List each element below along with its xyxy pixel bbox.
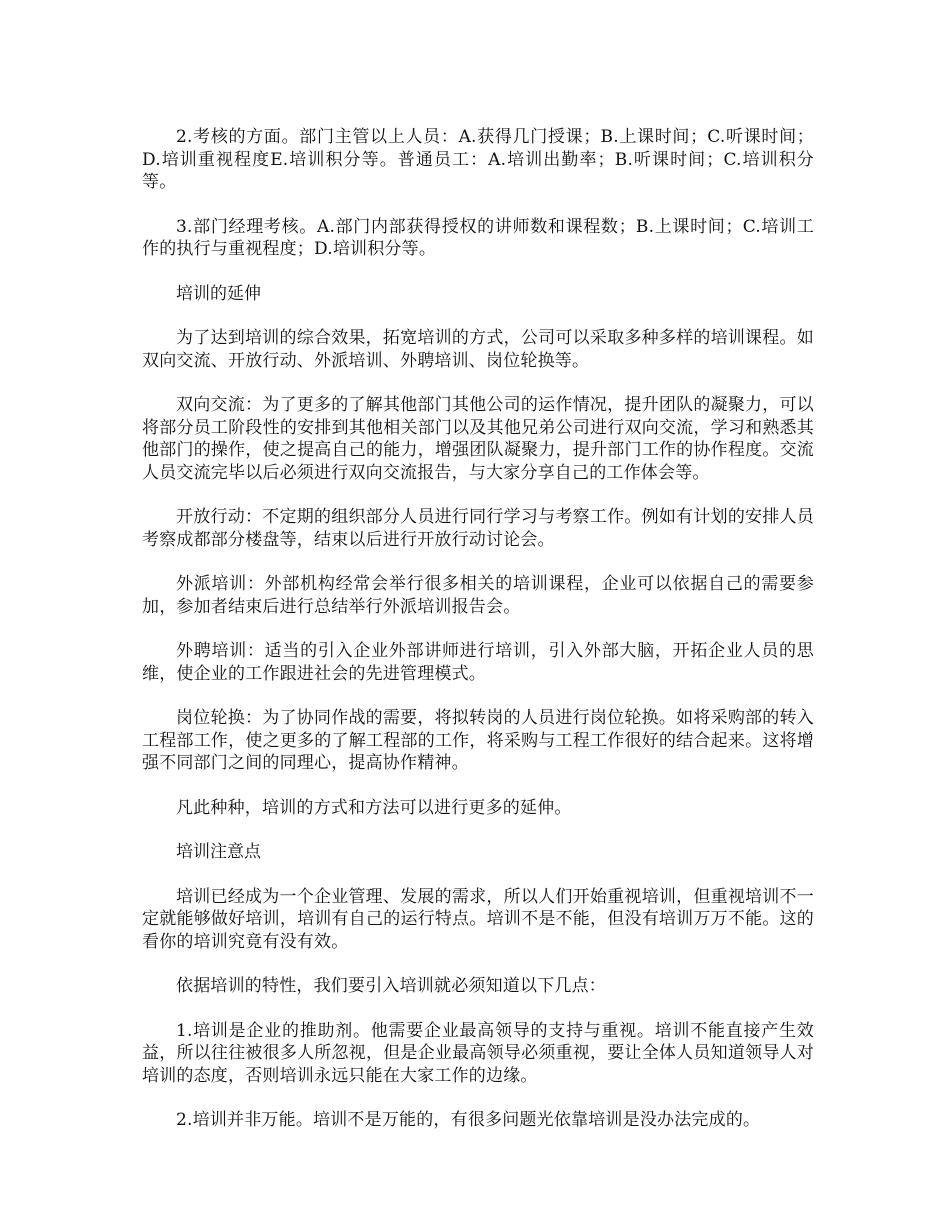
paragraph-extension-intro: 为了达到培训的综合效果，拓宽培训的方式，公司可以采取多种多样的培训课程。如双向交流、开放行动、外派培训、外聘培训、岗位轮换等。 — [142, 328, 814, 371]
paragraph-point-1: 1.培训是企业的推助剂。他需要企业最高领导的支持与重视。培训不能直接产生效益，所以往往被很多人所忽视，但是企业最高领导必须重视，要让全体人员知道领导人对培训的态度，否则培训永远只能在大家工作的边缘。 — [142, 1020, 814, 1086]
document-page — [142, 126, 814, 1154]
paragraph-assessment-aspects: 2.考核的方面。部门主管以上人员：A.获得几门授课；B.上课时间；C.听课时间；D.培训重视程度E.培训积分等。普通员工：A.培训出勤率；B.听课时间；C.培训积分等。 — [142, 127, 814, 192]
paragraph-extension-summary: 凡此种种，培训的方式和方法可以进行更多的延伸。 — [176, 797, 572, 818]
paragraph-point-2: 2.培训并非万能。培训不是万能的，有很多问题光依靠培训是没办法完成的。 — [176, 1110, 761, 1130]
paragraph-open-action: 开放行动：不定期的组织部分人员进行同行学习与考察工作。例如有计划的安排人员考察成都部分楼盘等，结束以后进行开放行动讨论会。 — [142, 507, 814, 550]
section-heading-training-extension: 培训的延伸 — [176, 283, 261, 304]
paragraph-job-rotation: 岗位轮换：为了协同作战的需要，将拟转岗的人员进行岗位轮换。如将采购部的转入工程部工作，使之更多的了解工程部的工作，将采购与工程工作很好的结合起来。这将增强不同部门之间的同理心，提高协作精神。 — [142, 708, 814, 773]
paragraph-manager-assessment: 3.部门经理考核。A.部门内部获得授权的讲师数和课程数；B.上课时间；C.培训工作的执行与重视程度；D.培训积分等。 — [142, 216, 814, 259]
paragraph-two-way-exchange: 双向交流：为了更多的了解其他部门其他公司的运作情况，提升团队的凝聚力，可以将部分员工阶段性的安排到其他相关部门以及其他兄弟公司进行双向交流，学习和熟悉其他部门的操作，使之提高自己的能力，增强团队凝聚力，提升部门工作的协作程度。交流人员交流完毕以后必须进行双向交流报告，与大家分享自己的工作体会等。 — [142, 395, 814, 483]
paragraph-training-importance: 培训已经成为一个企业管理、发展的需求，所以人们开始重视培训，但重视培训不一定就能够做好培训，培训有自己的运行特点。培训不是不能，但没有培训万万不能。这的看你的培训究竟有没有效。 — [142, 886, 814, 952]
paragraph-training-points-intro: 依据培训的特性，我们要引入培训就必须知道以下几点： — [176, 976, 606, 996]
paragraph-external-hire: 外聘培训：适当的引入企业外部讲师进行培训，引入外部大脑，开拓企业人员的思维，使企业的工作跟进社会的先进管理模式。 — [142, 641, 814, 684]
section-heading-training-notes: 培训注意点 — [176, 842, 261, 862]
paragraph-external-dispatch: 外派培训：外部机构经常会举行很多相关的培训课程，企业可以依据自己的需要参加，参加者结束后进行总结举行外派培训报告会。 — [142, 574, 814, 617]
